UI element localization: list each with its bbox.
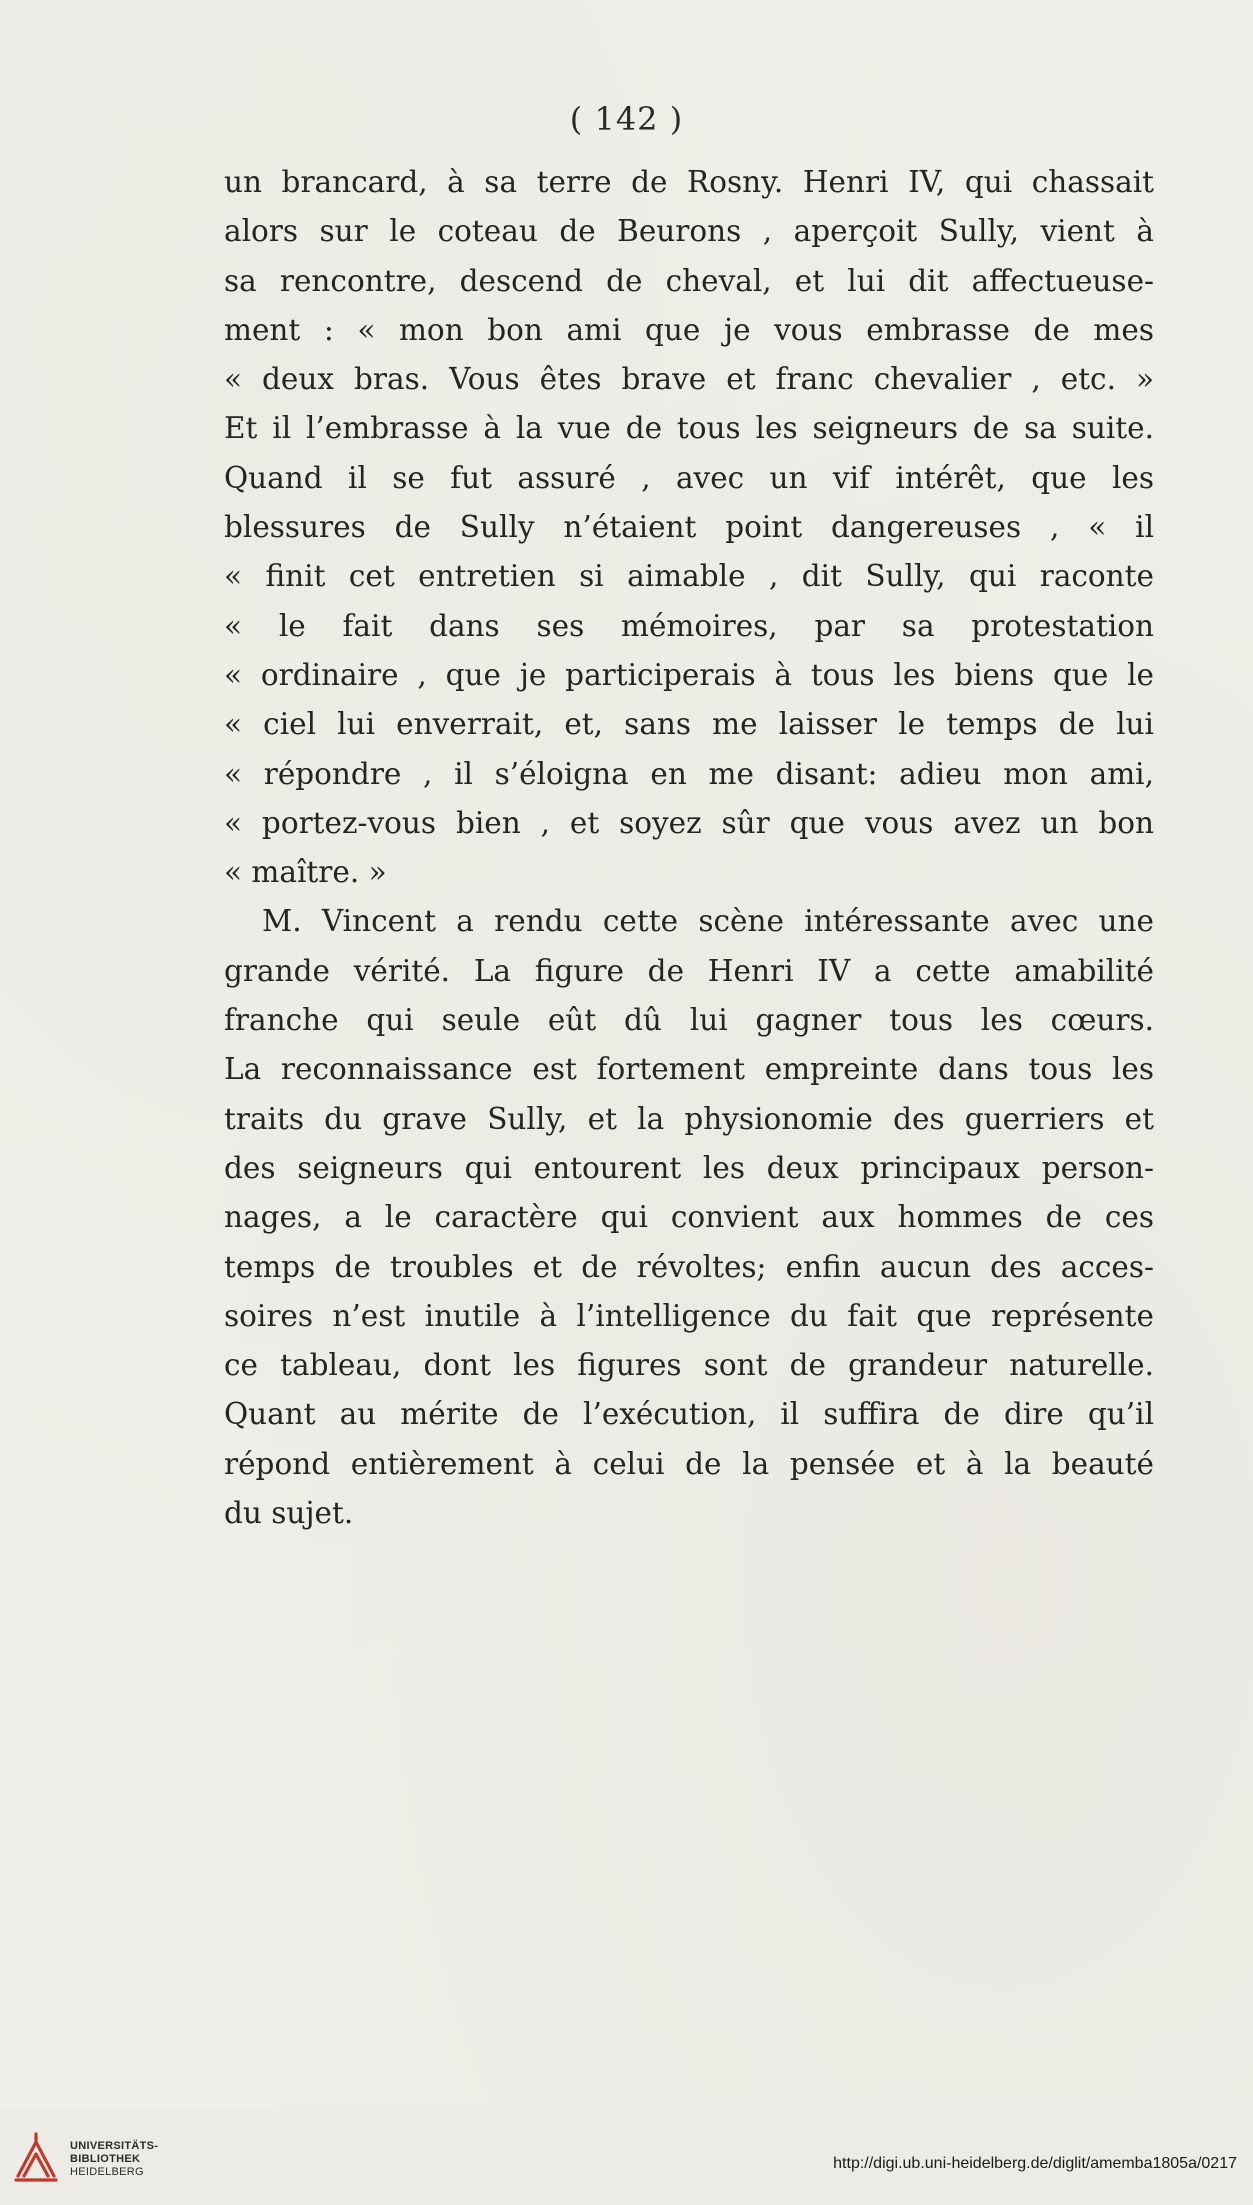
text-line: « ordinaire , que je participerais à tous les biens que le xyxy=(224,657,1154,692)
text-line: franche qui seule eût dû lui gagner tous les cœurs. xyxy=(224,1003,1154,1038)
text-line: temps de troubles et de révoltes; enfin aucun des acces- xyxy=(224,1249,1154,1284)
text-line: « deux bras. Vous êtes brave et franc chevalier , etc. » xyxy=(224,362,1154,397)
text-line: grande vérité. La figure de Henri IV a cette amabilité xyxy=(224,953,1154,988)
text-line: nages, a le caractère qui convient aux hommes de ces xyxy=(224,1200,1154,1235)
library-name xyxy=(70,2140,158,2179)
library-name-line-3: HEIDELBERG xyxy=(70,2166,144,2178)
text-line: des seigneurs qui entourent les deux principaux person- xyxy=(224,1150,1154,1185)
source-url[interactable]: http://digi.ub.uni-heidelberg.de/diglit/amemba1805a/0217 xyxy=(833,2155,1237,2172)
text-line: ce tableau, dont les figures sont de grandeur naturelle. xyxy=(224,1348,1154,1383)
text-line: « portez-vous bien , et soyez sûr que vous avez un bon xyxy=(224,805,1154,840)
text-line: « maître. » xyxy=(224,855,387,890)
text-line: Quant au mérite de l’exécution, il suffira de dire qu’il xyxy=(224,1397,1154,1432)
text-line: Et il l’embrasse à la vue de tous les seigneurs de sa suite. xyxy=(224,411,1154,446)
text-line: « le fait dans ses mémoires, par sa protestation xyxy=(224,608,1154,643)
text-line: soires n’est inutile à l’intelligence du fait que représente xyxy=(224,1298,1154,1333)
page-number: ( 142 ) xyxy=(569,100,684,138)
text-line: « ciel lui enverrait, et, sans me laisser le temps de lui xyxy=(224,707,1154,742)
text-line: « répondre , il s’éloigna en me disant: adieu mon ami, xyxy=(224,756,1154,791)
library-name-line-1: UNIVERSITÄTS- xyxy=(70,2140,159,2152)
text-line: Quand il se fut assuré , avec un vif intérêt, que les xyxy=(224,460,1154,495)
text-line: blessures de Sully n’étaient point dangereuses , « il xyxy=(224,510,1154,545)
text-line: traits du grave Sully, et la physionomie des guerriers et xyxy=(224,1101,1154,1136)
text-line: La reconnaissance est fortement empreinte dans tous les xyxy=(224,1052,1154,1087)
body-text xyxy=(224,158,1154,1538)
text-line: un brancard, à sa terre de Rosny. Henri IV, qui chassait xyxy=(224,165,1154,199)
text-line: alors sur le coteau de Beurons , aperçoit Sully, vient à xyxy=(224,214,1154,249)
text-line: « finit cet entretien si aimable , dit Sully, qui raconte xyxy=(224,559,1154,594)
university-library-logo-icon[interactable] xyxy=(12,2128,60,2186)
library-name-line-2: BIBLIOTHEK xyxy=(70,2153,141,2165)
text-line: sa rencontre, descend de cheval, et lui dit affectueuse- xyxy=(224,263,1154,298)
text-line: du sujet. xyxy=(224,1496,354,1531)
text-line: ment : « mon bon ami que je vous embrasse de mes xyxy=(224,312,1154,347)
text-line: répond entièrement à celui de la pensée et à la beauté xyxy=(224,1446,1154,1481)
text-line: M. Vincent a rendu cette scène intéressante avec une xyxy=(262,904,1154,939)
